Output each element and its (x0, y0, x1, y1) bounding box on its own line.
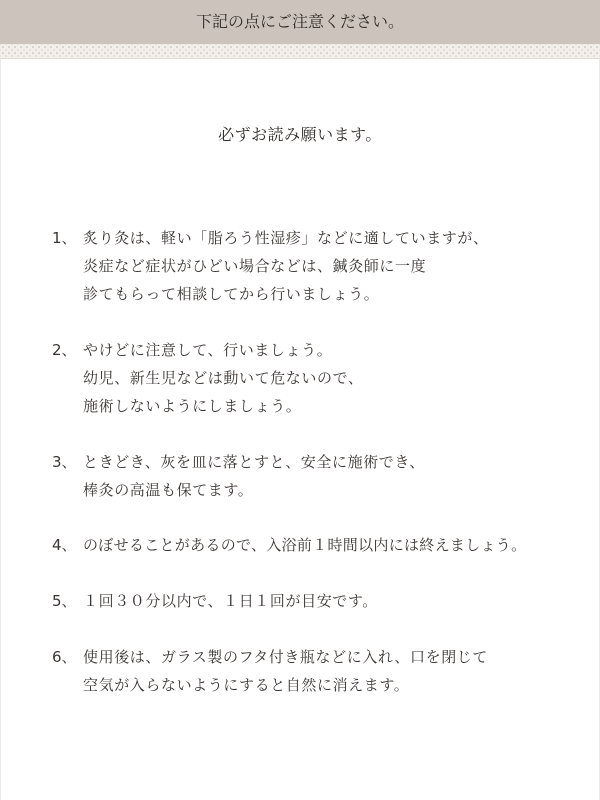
note-2-line-3: 施術しないようにしましょう。 (83, 397, 302, 415)
page-subtitle: 必ずお読み願います。 (218, 125, 382, 144)
note-1-number: 1、 (52, 229, 77, 247)
note-5-line-1: １回３０分以内で、１日１回が目安です。 (83, 592, 378, 610)
note-2-number: 2、 (52, 341, 77, 359)
note-1-line-2: 炎症など症状がひどい場合などは、鍼灸師に一度 (83, 257, 427, 275)
note-2-line-1: やけどに注意して、行いましょう。 (83, 341, 333, 359)
note-3-number: 3、 (52, 453, 77, 471)
note-6-line-1: 使用後は、ガラス製のフタ付き瓶などに入れ、口を閉じて (83, 648, 489, 666)
note-1-line-1: 炙り灸は、軽い「脂ろう性湿疹」などに適していますが、 (83, 229, 489, 247)
note-4-line-1: のぼせることがあるので、入浴前１時間以内には終えましょう。 (83, 536, 527, 554)
note-4-number: 4、 (52, 536, 77, 554)
note-6-number: 6、 (52, 648, 77, 666)
note-3-line-1: ときどき、灰を皿に落とすと、安全に施術でき、 (83, 453, 426, 471)
header-title: 下記の点にご注意ください。 (195, 12, 404, 31)
note-1-line-3: 診てもらって相談してから行いましょう。 (83, 285, 380, 303)
note-3-line-2: 棒灸の高温も保てます。 (83, 481, 254, 499)
note-5-number: 5、 (52, 592, 77, 610)
note-2-line-2: 幼児、新生児などは動いて危ないので、 (83, 369, 364, 387)
note-6-line-2: 空気が入らないようにすると自然に消えます。 (83, 676, 410, 694)
